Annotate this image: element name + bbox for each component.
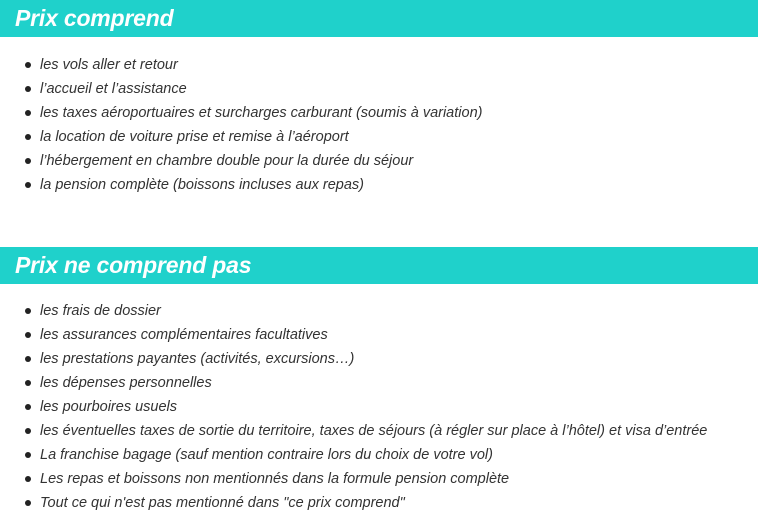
bullet-icon bbox=[25, 476, 31, 482]
list-item-text: La franchise bagage (sauf mention contraire lors du choix de votre vol) bbox=[40, 447, 493, 463]
excludes-list bbox=[0, 299, 758, 515]
section-title: Prix ne comprend pas bbox=[15, 252, 252, 278]
bullet-icon bbox=[25, 110, 31, 116]
list-item-text: l’hébergement en chambre double pour la durée du séjour bbox=[40, 153, 414, 169]
price-excludes-section bbox=[0, 247, 758, 515]
includes-list bbox=[0, 53, 758, 197]
bullet-icon bbox=[25, 308, 31, 314]
list-item-text: les dépenses personnelles bbox=[40, 375, 212, 391]
list-item-text: Tout ce qui n'est pas mentionné dans "ce prix comprend" bbox=[40, 495, 405, 511]
list-item bbox=[0, 347, 758, 371]
list-item bbox=[0, 443, 758, 467]
bullet-icon bbox=[25, 428, 31, 434]
list-item-text: les pourboires usuels bbox=[40, 399, 178, 415]
list-item-text: les prestations payantes (activités, excursions…) bbox=[40, 351, 355, 367]
bullet-icon bbox=[25, 332, 31, 338]
list-item-text: la pension complète (boissons incluses aux repas) bbox=[40, 177, 365, 193]
list-item bbox=[0, 491, 758, 515]
list-item bbox=[0, 467, 758, 491]
bullet-icon bbox=[25, 86, 31, 92]
list-item-text: Les repas et boissons non mentionnés dans la formule pension complète bbox=[40, 471, 510, 487]
list-item bbox=[0, 299, 758, 323]
list-item-text: l’accueil et l’assistance bbox=[40, 81, 187, 97]
bullet-icon bbox=[25, 62, 31, 68]
bullet-icon bbox=[25, 452, 31, 458]
list-item bbox=[0, 77, 758, 101]
bullet-icon bbox=[25, 500, 31, 506]
list-item-text: les vols aller et retour bbox=[40, 57, 178, 73]
list-item bbox=[0, 173, 758, 197]
section-title: Prix comprend bbox=[15, 5, 174, 31]
bullet-icon bbox=[25, 356, 31, 362]
price-includes-section bbox=[0, 0, 758, 197]
list-item bbox=[0, 101, 758, 125]
list-item-text: les éventuelles taxes de sortie du territoire, taxes de séjours (à régler sur place à l’hôtel) et visa d’entrée bbox=[40, 423, 708, 439]
bullet-icon bbox=[25, 380, 31, 386]
list-item bbox=[0, 323, 758, 347]
list-item bbox=[0, 149, 758, 173]
section-header bbox=[0, 0, 758, 37]
section-header bbox=[0, 247, 758, 284]
list-item-text: les taxes aéroportuaires et surcharges carburant (soumis à variation) bbox=[40, 105, 483, 121]
list-item bbox=[0, 419, 758, 443]
list-item-text: les frais de dossier bbox=[40, 303, 161, 319]
list-item bbox=[0, 125, 758, 149]
bullet-icon bbox=[25, 182, 31, 188]
bullet-icon bbox=[25, 158, 31, 164]
list-item bbox=[0, 395, 758, 419]
bullet-icon bbox=[25, 404, 31, 410]
list-item-text: la location de voiture prise et remise à l’aéroport bbox=[40, 129, 349, 145]
list-item-text: les assurances complémentaires facultatives bbox=[40, 327, 328, 343]
list-item bbox=[0, 371, 758, 395]
bullet-icon bbox=[25, 134, 31, 140]
list-item bbox=[0, 53, 758, 77]
